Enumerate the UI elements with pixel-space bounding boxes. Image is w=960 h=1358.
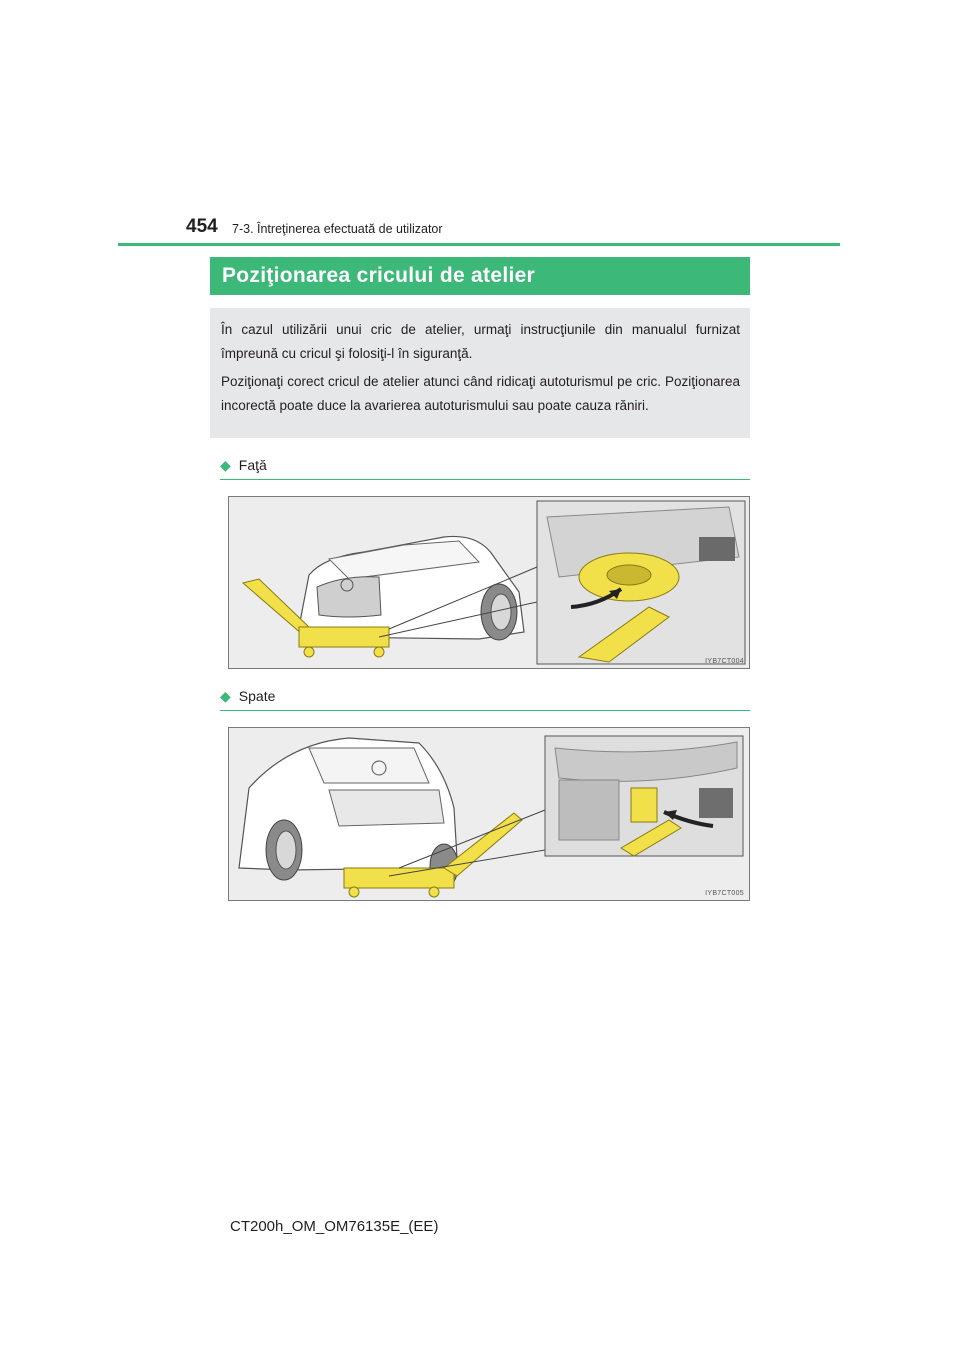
front-image-code: IYB7CT004: [705, 658, 744, 665]
front-jack-illustration: [228, 496, 750, 669]
page-number: 454: [186, 216, 218, 237]
header-divider: [118, 243, 840, 246]
page-title: Poziţionarea cricului de atelier: [210, 257, 750, 295]
section-title: 7-3. Întreţinerea efectuată de utilizator: [232, 222, 443, 236]
front-label: Faţă: [238, 457, 267, 473]
info-box: [210, 308, 750, 438]
rear-image-code: IYB7CT005: [705, 890, 744, 897]
front-heading: [220, 457, 267, 474]
info-paragraph-2: Poziţionaţi corect cricul de atelier atunci când ridicaţi autoturismul pe cric. Poziţionarea incorectă poate duce la avarierea autoturismului sau poate cauza răniri.: [221, 374, 740, 413]
info-paragraph-1: În cazul utilizării unui cric de atelier, urmaţi instrucţiunile din manualul furnizat împreună cu cricul şi folosiţi-l în siguranţă.: [221, 322, 740, 361]
document-code: CT200h_OM_OM76135E_(EE): [230, 1218, 439, 1235]
front-illustration-drawing: [229, 497, 750, 669]
front-divider: [220, 479, 750, 480]
rear-illustration-drawing: [229, 728, 750, 901]
rear-heading: [220, 688, 275, 705]
diamond-icon: ◆: [220, 457, 231, 473]
rear-jack-illustration: [228, 727, 750, 901]
rear-divider: [220, 710, 750, 711]
rear-label: Spate: [238, 688, 276, 704]
diamond-icon: ◆: [220, 688, 231, 704]
